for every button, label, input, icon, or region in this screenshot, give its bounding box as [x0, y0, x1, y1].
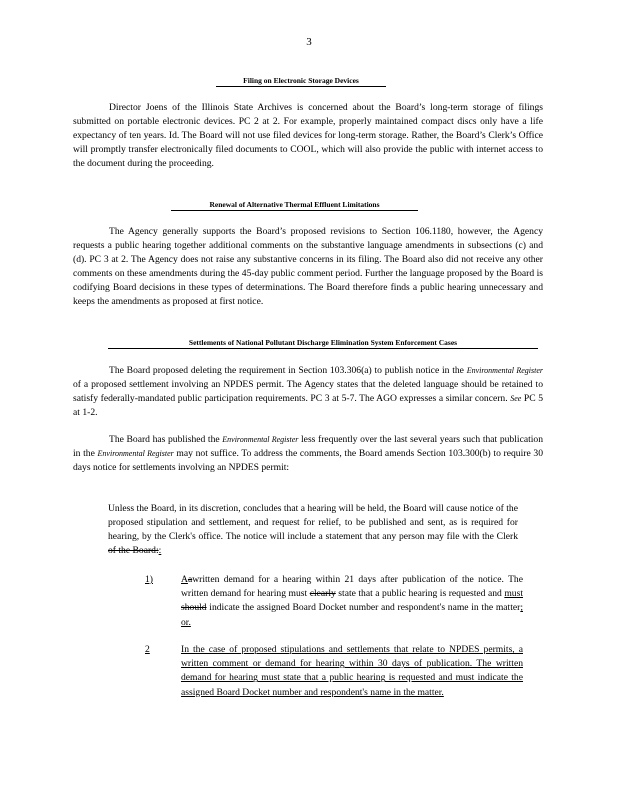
quoted-rule-text: Unless the Board, in its discretion, concludes that a hearing will be held, the Board will cause notice of the proposed stipulation and settlement, and request for relief, to be published and sent, as is required for hearing, by the Clerk's office. The notice will include a statement that any person may file with the Clerk of the Board:: [108, 503, 518, 556]
item-text: Aawritten demand for a hearing within 21 days after publication of the notice. The written demand for hearing must clearly state that a public hearing is requested and must should indicate the assigned Board Docket number and respondent's name in the matter; or. [181, 574, 523, 628]
item-text: In the case of proposed stipulations and settlements that relate to NPDES permits, a written comment or demand for hearing within 30 days of publication. The written demand for hearing must state that a public hearing is requested and must indicate the assigned Board Docket number and respondent's name in the matter. [181, 644, 523, 698]
deleted-text: of the Board: [108, 545, 159, 556]
section-heading-filing: Filing on Electronic Storage Devices [216, 76, 386, 87]
item-number: 2 [145, 644, 150, 655]
section-heading-settlements: Settlements of National Pollutant Discharge Elimination System Enforcement Cases [108, 338, 538, 349]
item-number: 1) [145, 574, 153, 585]
section-heading-renewal: Renewal of Alternative Thermal Effluent Limitations [171, 200, 418, 211]
paragraph-settlements-2: The Board has published the Environmental Register less frequently over the last several years such that publication in the Environmental Register may not suffice. To address the comments, the Board amends Section 103.300(b) to require 30 days notice for settlements involving an NPDES permit: [73, 434, 544, 473]
paragraph-filing: Director Joens of the Illinois State Archives is concerned about the Board’s long-term storage of filings submitted on portable electronic devices. PC 2 at 2. For example, properly maintained compact discs only have a life expectancy of ten years. Id. The Board will not use filed devices for long-term storage. Rather, the Board’s Clerk’s Office will promptly transfer electronically filed documents to COOL, which will also provide the public with internet access to the document during the proceeding. [73, 102, 543, 169]
page-number: 3 [306, 36, 312, 48]
register-title: Environmental Register [466, 366, 543, 375]
inserted-text: : [158, 545, 162, 556]
paragraph-renewal: The Agency generally supports the Board’s proposed revisions to Section 106.1180, however, the Agency requests a public hearing together additional comments on the substantive language amendments in subsections (c) and (d). PC 3 at 2. The Agency does not raise any substantive concerns in its filing. The Board also did not receive any other comments on these amendments during the 45-day public comment period. Further the language proposed by the Board is codifying Board decisions in these types of determinations. The Board therefore finds a public hearing unnecessary and keeps the amendments as proposed at first notice. [73, 226, 543, 307]
see-signal: See [510, 394, 522, 403]
paragraph-settlements-1: The Board proposed deleting the requirement in Section 103.306(a) to publish notice in the Environmental Register of a proposed settlement involving an NPDES permit. The Agency states that the deleted language should be retained to satisfy federally-mandated public participation requirements. PC 3 at 5-7. The AGO expresses a similar concern. See PC 5 at 1-2. [73, 365, 543, 418]
